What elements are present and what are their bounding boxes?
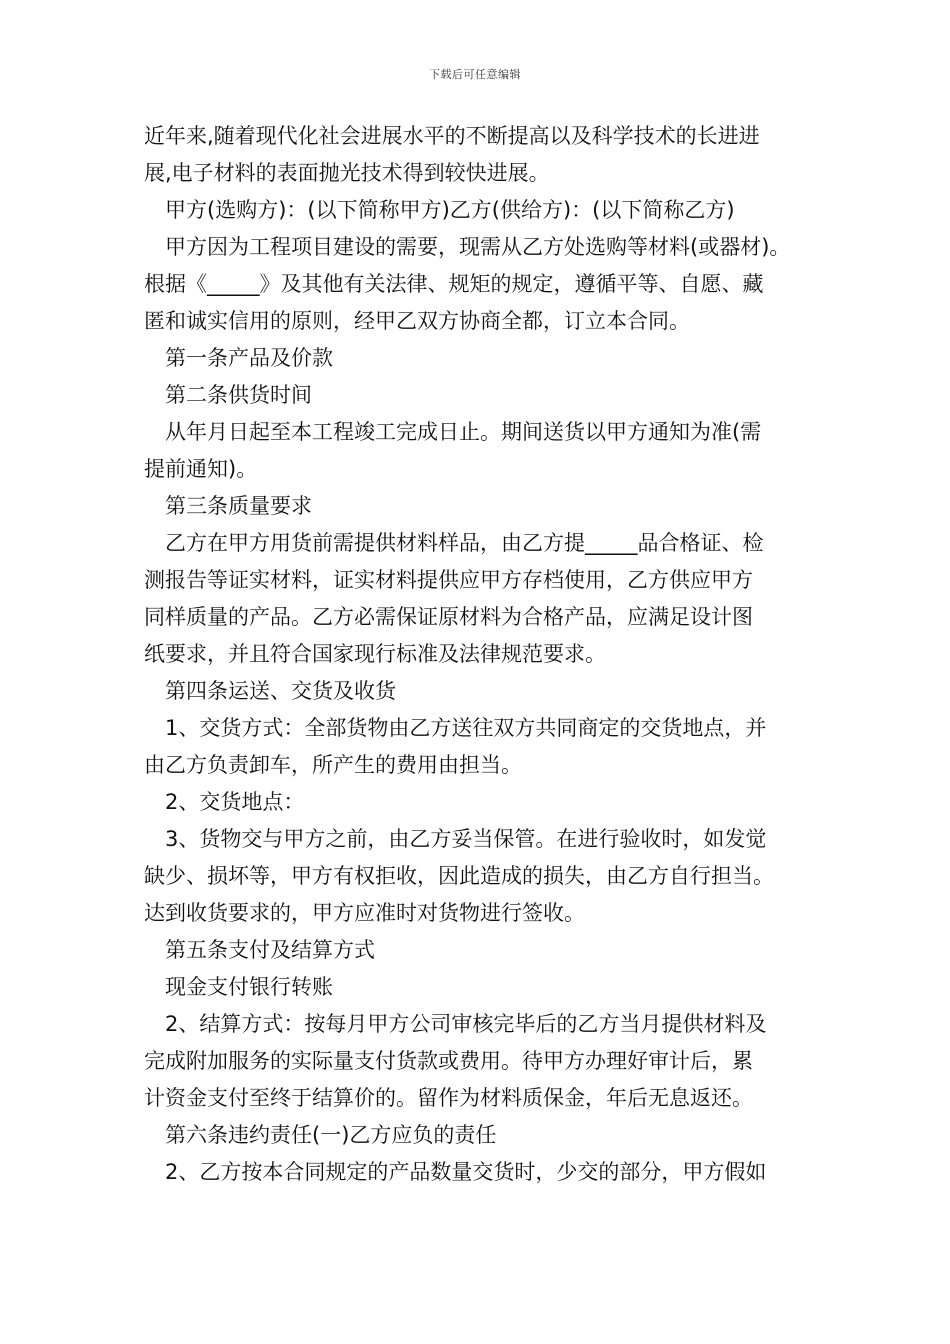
text-line: 甲方因为工程项目建设的需要，现需从乙方处选购等材料(或器材)。 (165, 235, 791, 259)
text-line: 提前通知)。 (144, 457, 258, 481)
text-line: 2、乙方按本合同规定的产品数量交货时，少交的部分，甲方假如 (165, 1160, 767, 1184)
text-line: 达到收货要求的，甲方应准时对货物进行签收。 (144, 901, 585, 925)
text-line: 2、结算方式：按每月甲方公司审核完毕后的乙方当月提供材料及 (165, 1012, 767, 1036)
text-line: 第五条支付及结算方式 (165, 938, 375, 962)
text-line: 甲方(选购方)：(以下简称甲方)乙方(供给方)：(以下简称乙方) (165, 198, 735, 222)
text-line: 第四条运送、交货及收货 (165, 679, 396, 703)
text-line: 近年来,随着现代化社会进展水平的不断提高以及科学技术的长进进 (144, 124, 760, 148)
text-line: 从年月日起至本工程竣工完成日止。期间送货以甲方通知为准(需 (165, 420, 762, 444)
text-line: 根据《_____》及其他有关法律、规矩的规定，遵循平等、自愿、藏 (144, 272, 764, 296)
text-line: 缺少、损坏等，甲方有权拒收，因此造成的损失，由乙方自行担当。 (144, 864, 774, 888)
text-line: 测报告等证实材料，证实材料提供应甲方存档使用，乙方供应甲方 (144, 568, 753, 592)
text-line: 第六条违约责任(一)乙方应负的责任 (165, 1123, 497, 1147)
text-line: 2、交货地点： (165, 790, 305, 814)
text-line: 完成附加服务的实际量支付货款或费用。待甲方办理好审计后，累 (144, 1049, 753, 1073)
text-line: 第二条供货时间 (165, 383, 312, 407)
page-header: 下载后可任意编辑 (429, 68, 521, 81)
text-line: 乙方在甲方用货前需提供材料样品，由乙方提_____品合格证、检 (165, 531, 764, 555)
text-line: 第一条产品及价款 (165, 346, 333, 370)
text-line: 由乙方负责卸车，所产生的费用由担当。 (144, 753, 522, 777)
text-line: 匿和诚实信用的原则，经甲乙双方协商全都，订立本合同。 (144, 309, 690, 333)
text-line: 现金支付银行转账 (165, 975, 333, 999)
text-line: 3、货物交与甲方之前，由乙方妥当保管。在进行验收时，如发觉 (165, 827, 767, 851)
text-line: 1、交货方式：全部货物由乙方送往双方共同商定的交货地点，并 (165, 716, 767, 740)
document-body (144, 118, 824, 1191)
text-line: 纸要求，并且符合国家现行标准及法律规范要求。 (144, 642, 606, 666)
text-line: 展,电子材料的表面抛光技术得到较快进展。 (144, 161, 550, 185)
text-line: 同样质量的产品。乙方必需保证原材料为合格产品，应满足设计图 (144, 605, 753, 629)
text-line: 计资金支付至终于结算价的。留作为材料质保金，年后无息返还。 (144, 1086, 753, 1110)
text-line: 第三条质量要求 (165, 494, 312, 518)
